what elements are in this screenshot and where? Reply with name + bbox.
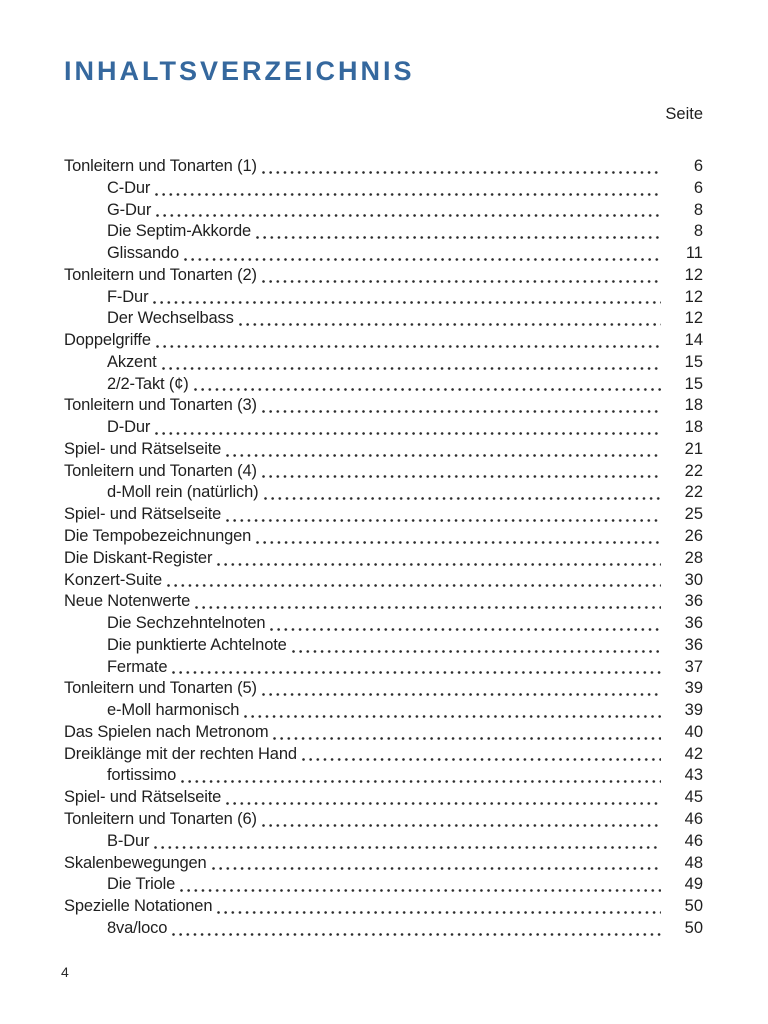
toc-row	[64, 178, 703, 200]
dot-leader	[162, 366, 661, 371]
toc-entry-page: 18	[684, 396, 703, 415]
toc-entry-label: Spezielle Notationen	[64, 897, 213, 916]
toc-row	[64, 918, 703, 940]
dot-leader	[244, 714, 661, 719]
toc-entry-label: Spiel- und Rätselseite	[64, 505, 222, 524]
dot-leader	[217, 562, 661, 567]
toc-entry-page: 6	[693, 157, 703, 175]
toc-row	[64, 352, 703, 374]
toc-entry-page: 36	[684, 592, 703, 611]
dot-leader	[239, 322, 661, 327]
toc-row	[64, 374, 703, 396]
toc-entry-page: 22	[684, 461, 703, 480]
toc-entry-label: G-Dur	[107, 200, 152, 219]
toc-list	[64, 156, 703, 940]
toc-entry-label: Akzent	[107, 352, 157, 371]
toc-row	[64, 221, 703, 243]
dot-leader	[226, 801, 661, 806]
toc-entry-label: Konzert-Suite	[64, 570, 163, 589]
toc-row	[64, 243, 703, 265]
toc-row	[64, 809, 703, 831]
toc-entry-page: 12	[684, 309, 703, 328]
toc-entry-label: Glissando	[107, 244, 180, 263]
toc-entry-page: 43	[684, 766, 703, 785]
toc-entry-page: 39	[684, 679, 703, 698]
toc-entry-page: 36	[684, 635, 703, 654]
toc-row	[64, 156, 703, 178]
toc-row	[64, 874, 703, 896]
toc-entry-label: Neue Notenwerte	[64, 592, 191, 611]
toc-row	[64, 287, 703, 309]
dot-leader	[264, 496, 661, 501]
dot-leader	[155, 192, 661, 197]
toc-entry-page: 50	[684, 918, 703, 937]
toc-row	[64, 417, 703, 439]
toc-entry-label: fortissimo	[107, 766, 177, 785]
toc-row	[64, 265, 703, 287]
toc-entry-label: 2/2-Takt (¢)	[107, 374, 189, 393]
toc-row	[64, 787, 703, 809]
toc-entry-page: 46	[684, 831, 703, 850]
toc-row	[64, 504, 703, 526]
toc-entry-label: Die Septim-Akkorde	[107, 222, 252, 241]
toc-entry-page: 45	[684, 788, 703, 807]
toc-entry-page: 15	[684, 374, 703, 393]
toc-entry-page: 46	[684, 809, 703, 828]
toc-entry-label: Tonleitern und Tonarten (4)	[64, 461, 257, 480]
dot-leader	[172, 932, 661, 937]
toc-entry-label: Skalenbewegungen	[64, 853, 207, 872]
toc-entry-page: 12	[684, 265, 703, 284]
toc-entry-label: Fermate	[107, 657, 168, 676]
toc-entry-page: 48	[684, 853, 703, 872]
toc-row	[64, 678, 703, 700]
toc-entry-page: 21	[684, 439, 703, 458]
dot-leader	[212, 866, 661, 871]
dot-leader	[262, 474, 661, 479]
dot-leader	[273, 736, 661, 741]
toc-entry-label: Die Tempobezeichnungen	[64, 527, 252, 546]
dot-leader	[270, 627, 661, 632]
dot-leader	[226, 518, 661, 523]
toc-row	[64, 482, 703, 504]
dot-leader	[154, 845, 661, 850]
toc-entry-page: 26	[684, 527, 703, 546]
dot-leader	[302, 757, 661, 762]
toc-entry-page: 8	[693, 222, 703, 241]
toc-entry-page: 30	[684, 570, 703, 589]
toc-row	[64, 308, 703, 330]
toc-entry-page: 11	[685, 244, 703, 263]
toc-entry-label: F-Dur	[107, 287, 149, 306]
toc-entry-label: Die Diskant-Register	[64, 548, 213, 567]
toc-entry-label: Tonleitern und Tonarten (3)	[64, 396, 257, 415]
toc-entry-label: Dreiklänge mit der rechten Hand	[64, 744, 297, 763]
toc-entry-label: D-Dur	[107, 418, 151, 437]
toc-entry-page: 50	[684, 897, 703, 916]
toc-row	[64, 853, 703, 875]
dot-leader	[226, 453, 661, 458]
dot-leader	[256, 540, 661, 545]
dot-leader	[153, 300, 661, 305]
dot-leader	[181, 779, 661, 784]
dot-leader	[167, 583, 661, 588]
toc-entry-label: 8va/loco	[107, 918, 168, 937]
toc-row	[64, 591, 703, 613]
dot-leader	[172, 670, 661, 675]
dot-leader	[256, 235, 661, 240]
toc-entry-page: 15	[684, 352, 703, 371]
toc-entry-label: Doppelgriffe	[64, 331, 151, 350]
dot-leader	[217, 910, 661, 915]
toc-entry-page: 22	[684, 483, 703, 502]
dot-leader	[184, 257, 661, 262]
toc-entry-page: 8	[693, 200, 703, 219]
toc-entry-page: 12	[684, 287, 703, 306]
dot-leader	[180, 888, 661, 893]
dot-leader	[194, 387, 661, 392]
toc-entry-page: 14	[684, 331, 703, 350]
toc-entry-label: Tonleitern und Tonarten (2)	[64, 265, 257, 284]
toc-entry-page: 25	[684, 505, 703, 524]
toc-entry-page: 39	[684, 701, 703, 720]
toc-entry-page: 36	[684, 614, 703, 633]
toc-entry-page: 40	[684, 722, 703, 741]
dot-leader	[262, 170, 661, 175]
dot-leader	[262, 409, 661, 414]
page-title: INHALTSVERZEICHNIS	[64, 56, 415, 86]
toc-entry-label: Tonleitern und Tonarten (1)	[64, 157, 257, 175]
page-column-header: Seite	[665, 105, 703, 123]
toc-entry-page: 42	[684, 744, 703, 763]
toc-row	[64, 635, 703, 657]
dot-leader	[155, 431, 661, 436]
dot-leader	[262, 823, 661, 828]
toc-row	[64, 613, 703, 635]
dot-leader	[156, 213, 661, 218]
toc-entry-label: Die punktierte Achtelnote	[107, 635, 287, 654]
toc-row	[64, 330, 703, 352]
toc-entry-page: 49	[684, 875, 703, 894]
toc-row	[64, 722, 703, 744]
toc-entry-label: Die Triole	[107, 875, 176, 894]
toc-row	[64, 765, 703, 787]
toc-entry-label: Das Spielen nach Metronom	[64, 722, 269, 741]
toc-entry-label: e-Moll harmonisch	[107, 701, 240, 720]
toc-entry-label: C-Dur	[107, 178, 151, 197]
toc-row	[64, 395, 703, 417]
toc-entry-label: Der Wechselbass	[107, 309, 234, 328]
toc-row	[64, 439, 703, 461]
toc-entry-label: Tonleitern und Tonarten (5)	[64, 679, 257, 698]
toc-entry-label: Die Sechzehntelnoten	[107, 614, 266, 633]
toc-row	[64, 526, 703, 548]
toc-row	[64, 896, 703, 918]
toc-entry-label: B-Dur	[107, 831, 150, 850]
toc-entry-label: d-Moll rein (natürlich)	[107, 483, 259, 502]
toc-row	[64, 461, 703, 483]
toc-entry-page: 28	[684, 548, 703, 567]
toc-entry-page: 37	[684, 657, 703, 676]
footer-page-number: 4	[61, 964, 69, 980]
toc-row	[64, 570, 703, 592]
dot-leader	[156, 344, 661, 349]
toc-entry-label: Spiel- und Rätselseite	[64, 788, 222, 807]
toc-row	[64, 657, 703, 679]
dot-leader	[195, 605, 661, 610]
toc-entry-label: Tonleitern und Tonarten (6)	[64, 809, 257, 828]
toc-row	[64, 700, 703, 722]
toc-row	[64, 548, 703, 570]
toc-entry-page: 6	[693, 178, 703, 197]
toc-entry-label: Spiel- und Rätselseite	[64, 439, 222, 458]
toc-row	[64, 200, 703, 222]
toc-row	[64, 831, 703, 853]
dot-leader	[262, 279, 661, 284]
toc-entry-page: 18	[684, 418, 703, 437]
dot-leader	[292, 649, 661, 654]
dot-leader	[262, 692, 661, 697]
toc-row	[64, 744, 703, 766]
